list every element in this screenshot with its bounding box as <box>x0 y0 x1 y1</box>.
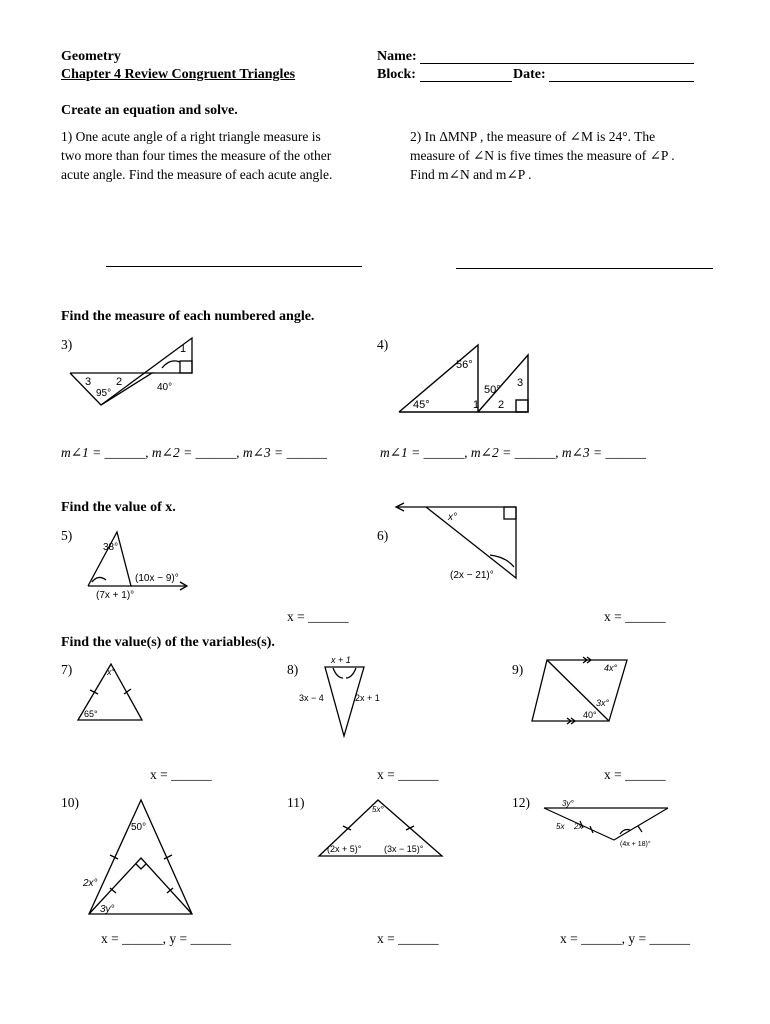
q3-label-3: 3 <box>85 376 92 388</box>
q12-label-c: 2x <box>574 822 583 831</box>
q10-label-b: 3y° <box>100 904 115 915</box>
q5-label-expr2: (7x + 1)° <box>96 590 135 601</box>
q7-label-65: 65° <box>84 709 98 719</box>
q8-label-top: x + 1 <box>331 655 351 665</box>
q3-label-95: 95° <box>96 388 112 399</box>
q6-answer[interactable]: x = ______ <box>604 609 666 624</box>
q12-label-a: 3y° <box>562 799 574 808</box>
q7-label-x: x° <box>107 667 116 677</box>
q4-label-1: 1 <box>473 399 480 411</box>
q3-answer[interactable]: m∠1 = ______, m∠2 = ______, m∠3 = ______ <box>61 445 328 460</box>
q9-label-b: 3x° <box>596 698 610 708</box>
q3-label-1: 1 <box>180 343 187 355</box>
q11-label-right: (3x − 15)° <box>384 844 424 854</box>
q6-label-expr: (2x − 21)° <box>450 570 494 581</box>
q5-label-expr1: (10x − 9)° <box>135 573 179 584</box>
q4-answer[interactable]: m∠1 = ______, m∠2 = ______, m∠3 = ______ <box>380 445 647 460</box>
q10-label-a: 2x° <box>83 878 98 889</box>
q4-label-3: 3 <box>517 377 524 389</box>
q11-label-top: 5x° <box>372 805 384 814</box>
q8-label-left: 3x − 4 <box>299 693 324 703</box>
q9-label-a: 4x° <box>604 663 618 673</box>
q4-label-2: 2 <box>498 399 505 411</box>
q2-line: In ΔMNP , the measure of ∠M is 24°. The <box>424 129 656 144</box>
q2-line: Find m∠N and m∠P . <box>410 167 532 182</box>
q4-label-45: 45° <box>413 399 430 411</box>
q9-answer[interactable]: x = ______ <box>604 767 666 782</box>
q4-number: 4) <box>377 337 389 352</box>
q9-label-c: 40° <box>583 710 597 720</box>
q3-number: 3) <box>61 337 73 352</box>
date-label: Date: <box>513 67 546 82</box>
q10-answer[interactable]: x = ______, y = ______ <box>101 931 231 946</box>
q2-number: 2) <box>410 129 422 144</box>
course-title: Geometry <box>61 49 121 64</box>
q1-line: two more than four times the measure of the other <box>61 148 332 163</box>
q5-number: 5) <box>61 528 73 543</box>
q11-label-left: (2x + 5)° <box>327 844 362 854</box>
q12-label-d: (4x + 18)° <box>620 841 651 848</box>
q8-label-right: 2x + 1 <box>355 693 380 703</box>
q8-number: 8) <box>287 662 299 677</box>
q10-number: 10) <box>61 795 79 810</box>
q7-number: 7) <box>61 662 73 677</box>
q6-label-x: x° <box>448 512 457 523</box>
q5-answer[interactable]: x = ______ <box>287 609 349 624</box>
q3-label-40: 40° <box>157 382 173 393</box>
q12-number: 12) <box>512 795 530 810</box>
q10-label-50: 50° <box>131 822 147 833</box>
section4-heading: Find the value(s) of the variables(s). <box>61 635 275 650</box>
section3-heading: Find the value of x. <box>61 500 176 515</box>
section1-heading: Create an equation and solve. <box>61 103 238 118</box>
q2-line: measure of ∠N is five times the measure of ∠P . <box>410 148 675 163</box>
q12-answer[interactable]: x = ______, y = ______ <box>560 931 690 946</box>
section2-heading: Find the measure of each numbered angle. <box>61 309 315 324</box>
q3-label-2: 2 <box>116 376 123 388</box>
block-label: Block: <box>377 67 416 82</box>
q1-line: acute angle. Find the measure of each acute angle. <box>61 167 333 182</box>
q4-label-50: 50° <box>484 384 501 396</box>
q12-label-b: 5x <box>556 822 565 831</box>
q1-line: One acute angle of a right triangle measure is <box>75 129 321 144</box>
q9-number: 9) <box>512 662 524 677</box>
q5-label-38: 38° <box>103 542 119 553</box>
q1-number: 1) <box>61 129 73 144</box>
q4-label-56: 56° <box>456 359 473 371</box>
q11-number: 11) <box>287 795 305 810</box>
chapter-title: Chapter 4 Review Congruent Triangles <box>61 67 296 82</box>
q6-number: 6) <box>377 528 389 543</box>
q7-answer[interactable]: x = ______ <box>150 767 212 782</box>
name-label: Name: <box>377 49 417 64</box>
q11-answer[interactable]: x = ______ <box>377 931 439 946</box>
q8-answer[interactable]: x = ______ <box>377 767 439 782</box>
